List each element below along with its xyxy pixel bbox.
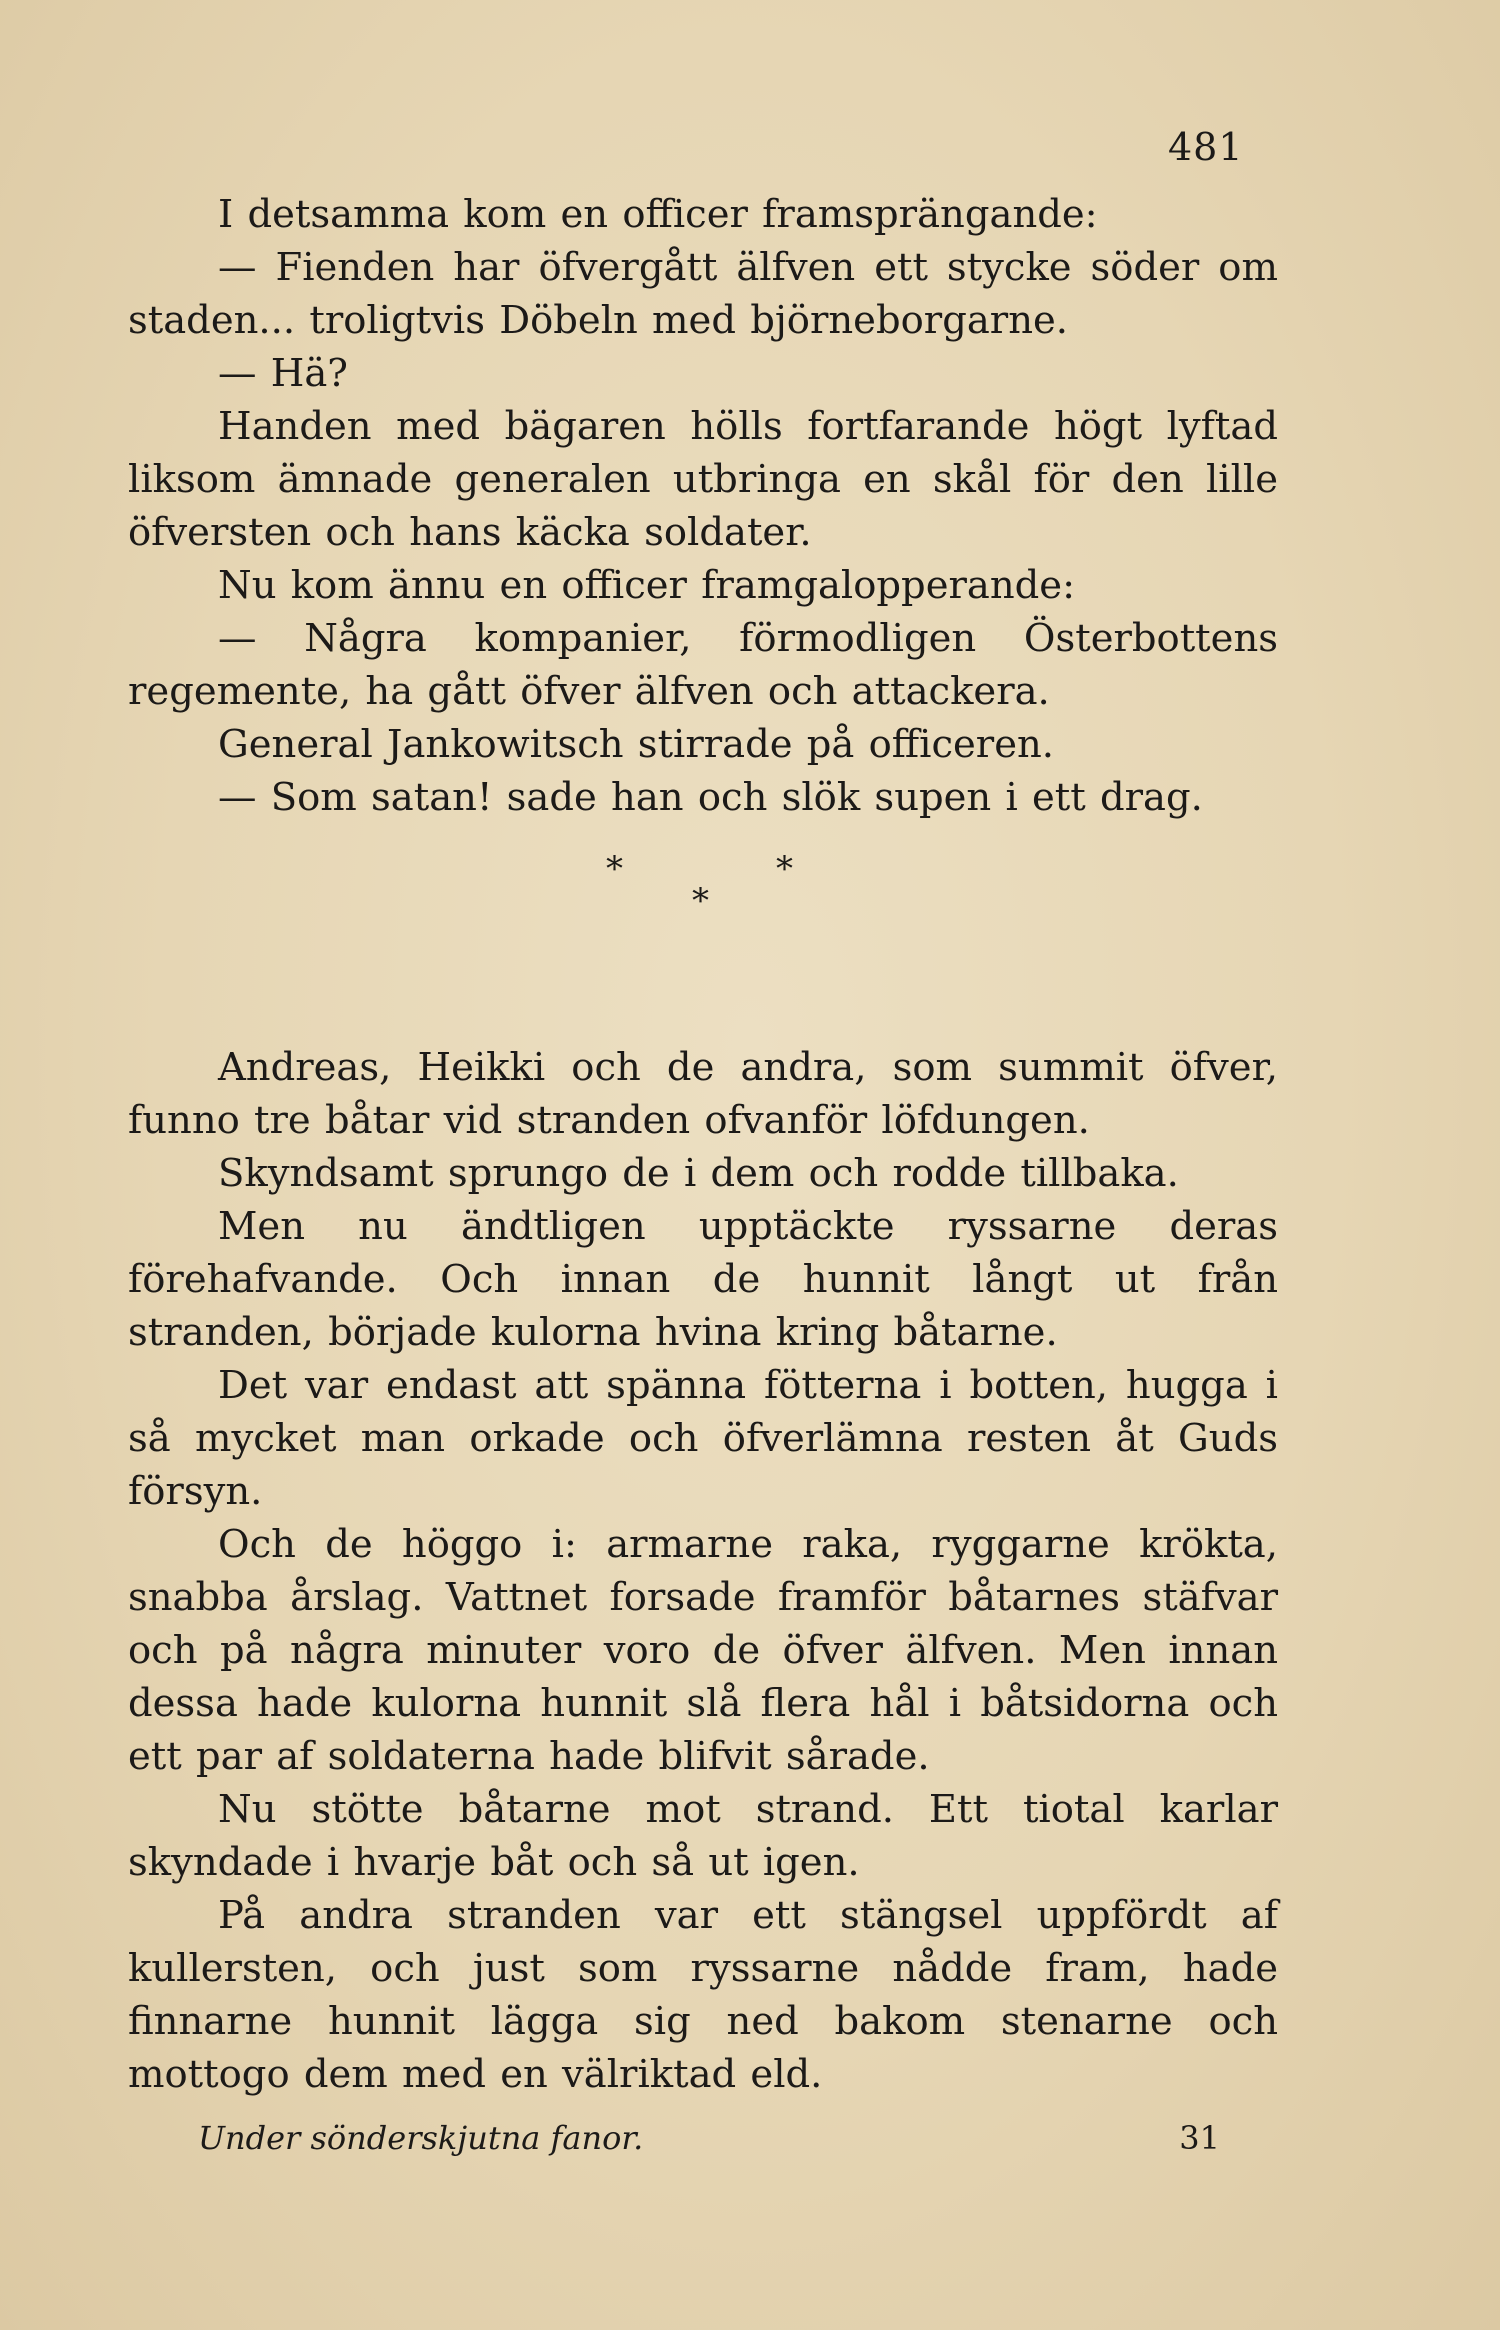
page-number: 481 bbox=[1168, 125, 1244, 169]
paragraph: — Hä? bbox=[218, 351, 348, 396]
paragraph: I detsamma kom en officer framsprängande: bbox=[218, 192, 1098, 237]
paragraph: Det var endast att spänna fötterna i botten, hugga i så mycket man orkade och öfverlämna resten åt Guds försyn. bbox=[128, 1363, 1278, 1514]
paragraph: Andreas, Heikki och de andra, som summit öfver, funno tre båtar vid stranden ofvanför löfdungen. bbox=[128, 1045, 1278, 1143]
paragraph: — Fienden har öfvergått älfven ett stycke söder om staden... troligtvis Döbeln med björneborgarne. bbox=[128, 245, 1278, 343]
asterisk-mark: * bbox=[692, 881, 709, 921]
paragraph: — Några kompanier, förmodligen Österbottens regemente, ha gått öfver älfven och attackera. bbox=[128, 616, 1278, 714]
paragraph: Men nu ändtligen upptäckte ryssarne deras förehafvande. Och innan de hunnit långt ut från stranden, började kulorna hvina kring båtarne. bbox=[128, 1204, 1278, 1355]
page-body bbox=[128, 188, 1278, 2101]
footer-book-title: Under sönderskjutna fanor. bbox=[198, 2119, 644, 2157]
paragraph: General Jankowitsch stirrade på officeren. bbox=[218, 722, 1055, 767]
paragraph: På andra stranden var ett stängsel uppfördt af kullersten, och just som ryssarne nådde fram, hade finnarne hunnit lägga sig ned bakom stenarne och mottogo dem med en välriktad eld. bbox=[128, 1893, 1278, 2097]
paragraph: Och de höggo i: armarne raka, ryggarne krökta, snabba årslag. Vattnet forsade framför båtarnes stäfvar och på några minuter voro de öfver älfven. Men innan dessa hade kulorna hunnit slå flera hål i båtsidorna och ett par af soldaterna hade blifvit sårade. bbox=[128, 1522, 1278, 1779]
paragraph: Handen med bägaren hölls fortfarande högt lyftad liksom ämnade generalen utbringa en skål för den lille öfversten och hans käcka soldater. bbox=[128, 404, 1278, 555]
paragraph: Nu kom ännu en officer framgalopperande: bbox=[218, 563, 1076, 608]
asterisk-mark: * bbox=[776, 849, 793, 889]
paragraph: Nu stötte båtarne mot strand. Ett tiotal karlar skyndade i hvarje båt och så ut igen. bbox=[128, 1787, 1278, 1885]
asterisk-mark: * bbox=[606, 849, 623, 889]
paragraph: Skyndsamt sprungo de i dem och rodde tillbaka. bbox=[218, 1151, 1179, 1196]
paragraph: — Som satan! sade han och slök supen i ett drag. bbox=[218, 775, 1203, 820]
section-break bbox=[128, 824, 1278, 1041]
footer-signature-mark: 31 bbox=[1179, 2119, 1220, 2157]
